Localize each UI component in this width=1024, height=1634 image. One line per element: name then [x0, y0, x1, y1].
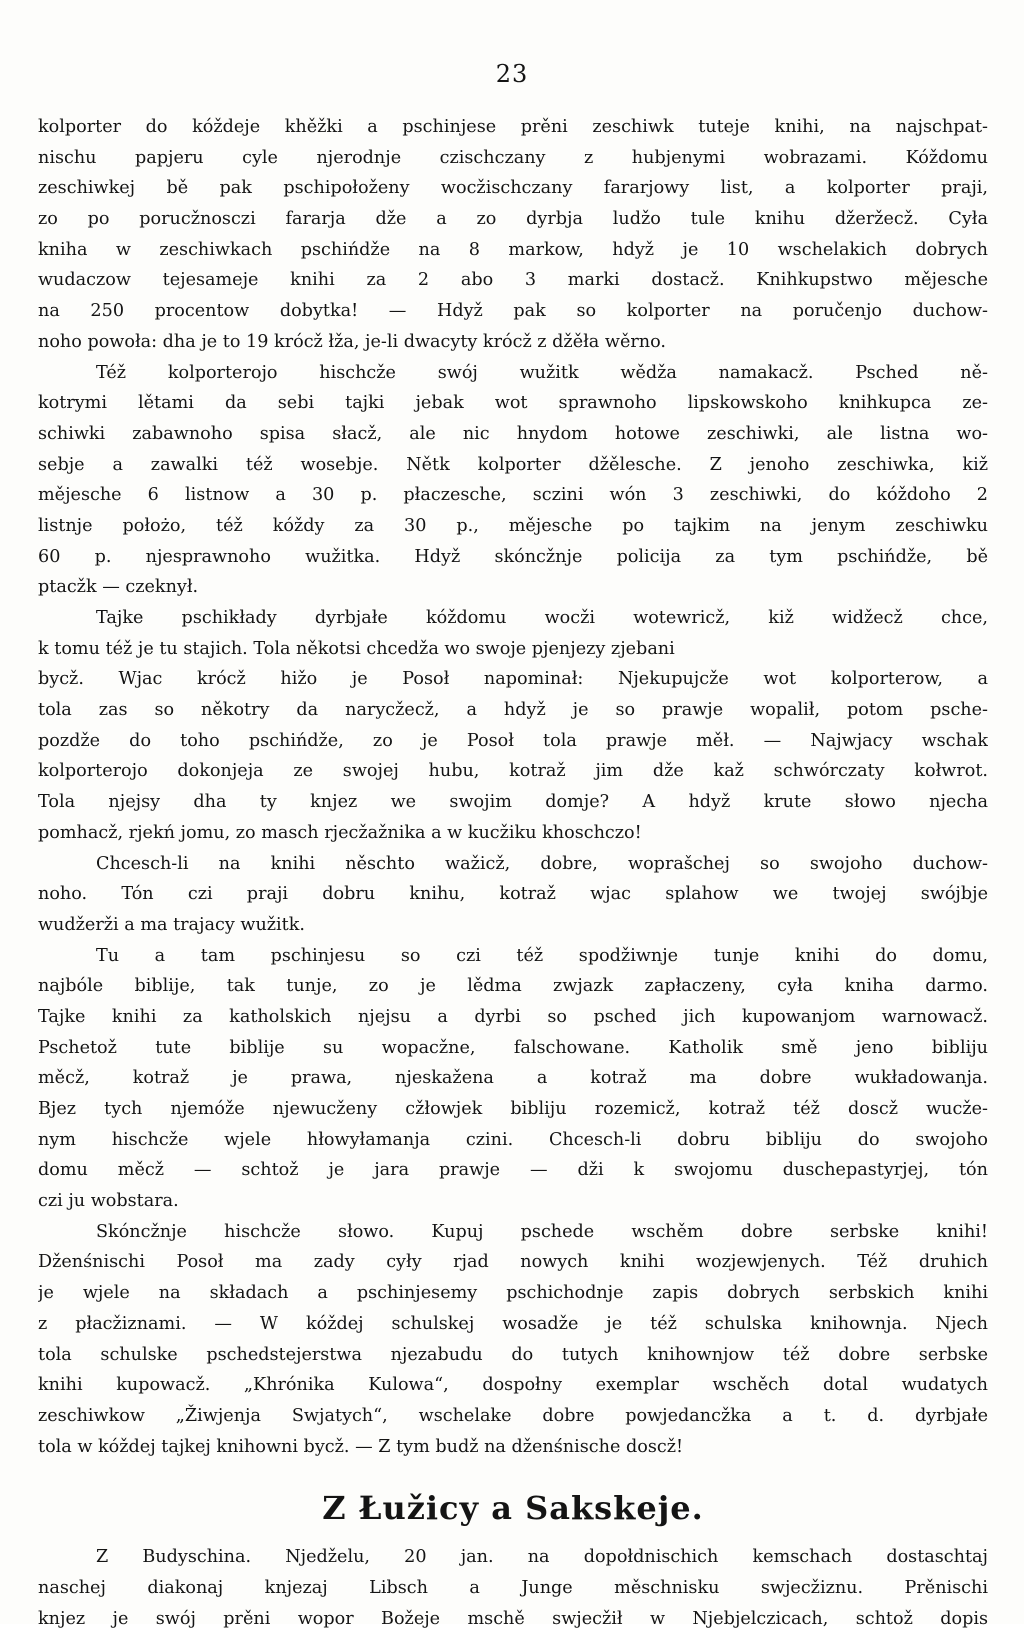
- text-line: kolporterojo dokonjeja ze swojej hubu, kotraž jim dže kaž schwórczaty kołwrot.: [38, 761, 988, 782]
- text-line: je wjele na składach a pschinjesemy pschichodnje zapis dobrych serbskich knihi: [38, 1283, 988, 1304]
- text-line: zeschiwkow „Žiwjenja Swjatych“, wschelake dobre powjedancžka a t. d. dyrbjałe: [38, 1405, 988, 1426]
- text-line: tola w kóždej tajkej knihowni bycž. — Z tym budž na dženśnische doscž!: [38, 1436, 684, 1457]
- text-line: měcž, kotraž je prawa, njeskažena a kotraž ma dobre wukładowanja.: [38, 1068, 988, 1089]
- text-line: Tajke knihi za katholskich njejsu a dyrbi so psched jich kupowanjom warnowacž.: [38, 1006, 988, 1027]
- text-line: wudžerži a ma trajacy wužitk.: [38, 914, 305, 935]
- text-line: Tu a tam pschinjesu so czi též spodžiwnje tunje knihi do domu,: [96, 945, 988, 966]
- text-line: 60 p. njesprawnoho wužitka. Hdyž skóncžnje policija za tym pschińdže, bě: [38, 546, 988, 567]
- text-line: tola schulske pschedstejerstwa njezabudu do tutych knihownjow též dobre serbske: [38, 1344, 988, 1365]
- text-line: listnje położo, též kóždy za 30 p., mějesche po tajkim na jenym zeschiwku: [38, 515, 988, 536]
- text-line: Tajke pschikłady dyrbjałe kóždomu wocži wotewricž, kiž widžecž chce,: [96, 608, 988, 628]
- text-line: noho. Tón czi praji dobru knihu, kotraž wjac splahow we twojej swójbje: [38, 884, 988, 905]
- text-line: Pschetož tute biblije su wopacžne, falschowane. Katholik smě jeno bibliju: [38, 1037, 988, 1058]
- text-line: pozdže do toho pschińdže, zo je Posoł tola prawje měł. — Najwjacy wschak: [38, 730, 988, 751]
- text-line: tola zas so někotry da narycžecž, a hdyž je so prawje wopalił, potom psche-: [38, 700, 988, 721]
- text-line: ptacžk — czeknył.: [38, 577, 199, 598]
- text-line: naschej diakonaj knjezaj Libsch a Junge měschnisku swjecžiznu. Prěnischi: [38, 1577, 988, 1598]
- text-line: Chcesch-li na knihi něschto wažicž, dobre, woprašchej so swojoho duchow-: [96, 853, 988, 874]
- text-line: Tola njejsy dha ty knjez we swojim domje? A hdyž krute słowo njecha: [38, 792, 988, 813]
- text-line: czi ju wobstara.: [38, 1191, 179, 1212]
- text-line: Též kolporterojo hischcže swój wužitk wědža namakacž. Psched ně-: [96, 362, 988, 383]
- text-line: domu měcž — schtož je jara prawje — dži k swojomu duschepastyrjej, tón: [38, 1160, 988, 1181]
- text-line: Bjez tych njemóže njewucženy cžłowjek bibliju rozemicž, kotraž též doscž wucže-: [38, 1099, 988, 1119]
- article-body: [38, 112, 988, 1634]
- text-line: kolporter do kóždeje khěžki a pschinjese prěni zeschiwk tuteje knihi, na najschpat-: [38, 117, 988, 137]
- text-line: Z Budyschina. Njedželu, 20 jan. na dopołdnischich kemschach dostaschtaj: [96, 1547, 988, 1568]
- text-line: najbóle biblije, tak tunje, zo je lědma zwjazk zapłaczeny, cyła kniha darmo.: [38, 976, 988, 997]
- text-line: sebje a zawalki též wosebje. Nětk kolporter džělesche. Z jenoho zeschiwka, kiž: [38, 454, 988, 475]
- news-paragraph: [38, 1542, 988, 1634]
- text-line: kotrymi lětami da sebi tajki jebak wot sprawnoho lipskowskoho knihkupca ze-: [38, 393, 988, 414]
- text-line: zo po porucžnosczi fararja dže a zo dyrbja ludžo tule knihu džeržecž. Cyła: [38, 209, 988, 230]
- text-line: schiwki zabawnoho spisa słacž, ale nic hnydom hotowe zeschiwki, ale listna wo-: [38, 423, 988, 444]
- text-line: Dženśnischi Posoł ma zady cyły rjad nowych knihi wozjewjenych. Též druhich: [38, 1252, 988, 1273]
- text-line: pomhacž, rjekń jomu, zo masch rjecžažnika a w kucžiku khoschczo!: [38, 822, 642, 843]
- text-line: mějesche 6 listnow a 30 p. płaczesche, sczini wón 3 zeschiwki, do kóždoho 2: [38, 485, 988, 506]
- text-line: wudaczow tejesameje knihi za 2 abo 3 marki dostacž. Knihkupstwo mějesche: [38, 270, 988, 291]
- text-line: knjez je swój prěni wopor Božeje mschě swjecžił w Njebjelczicach, schtož dopis: [38, 1608, 988, 1629]
- text-line: na 250 procentow dobytka! — Hdyž pak so kolporter na poručenjo duchow-: [38, 301, 988, 322]
- text-line: nischu papjeru cyle njerodnje czischczany z hubjenymi wobrazami. Kóždomu: [38, 147, 988, 168]
- text-line: Skóncžnje hischcže słowo. Kupuj pschede wschěm dobre serbske knihi!: [96, 1221, 988, 1242]
- section-heading: Z Łužicy a Sakskeje.: [322, 1489, 704, 1528]
- text-line: nym hischcže wjele hłowyłamanja czini. Chcesch-li dobru bibliju do swojoho: [38, 1129, 988, 1150]
- text-line: bycž. Wjac krócž hižo je Posoł napominał: Njekupujcže wot kolporterow, a: [38, 669, 988, 690]
- text-line: knihi kupowacž. „Khrónika Kulowa“, dospołny exemplar wschěch dotal wudatych: [38, 1375, 988, 1396]
- text-line: k tomu též je tu stajich. Tola někotsi chcedža wo swoje pjenjezy zjebani: [38, 638, 675, 659]
- text-line: zeschiwkej bě pak pschipołoženy wocžischczany fararjowy list, a kolporter praji,: [38, 178, 988, 199]
- text-line: noho powoła: dha je to 19 krócž łža, je-li dwacyty krócž z džěła wěrno.: [38, 331, 666, 352]
- page-number: 23: [495, 60, 529, 88]
- text-line: kniha w zeschiwkach pschińdže na 8 markow, hdyž je 10 wschelakich dobrych: [38, 239, 988, 260]
- text-line: z płacžiznami. — W kóždej schulskej wosadže je též schulska knihownja. Njech: [38, 1313, 988, 1334]
